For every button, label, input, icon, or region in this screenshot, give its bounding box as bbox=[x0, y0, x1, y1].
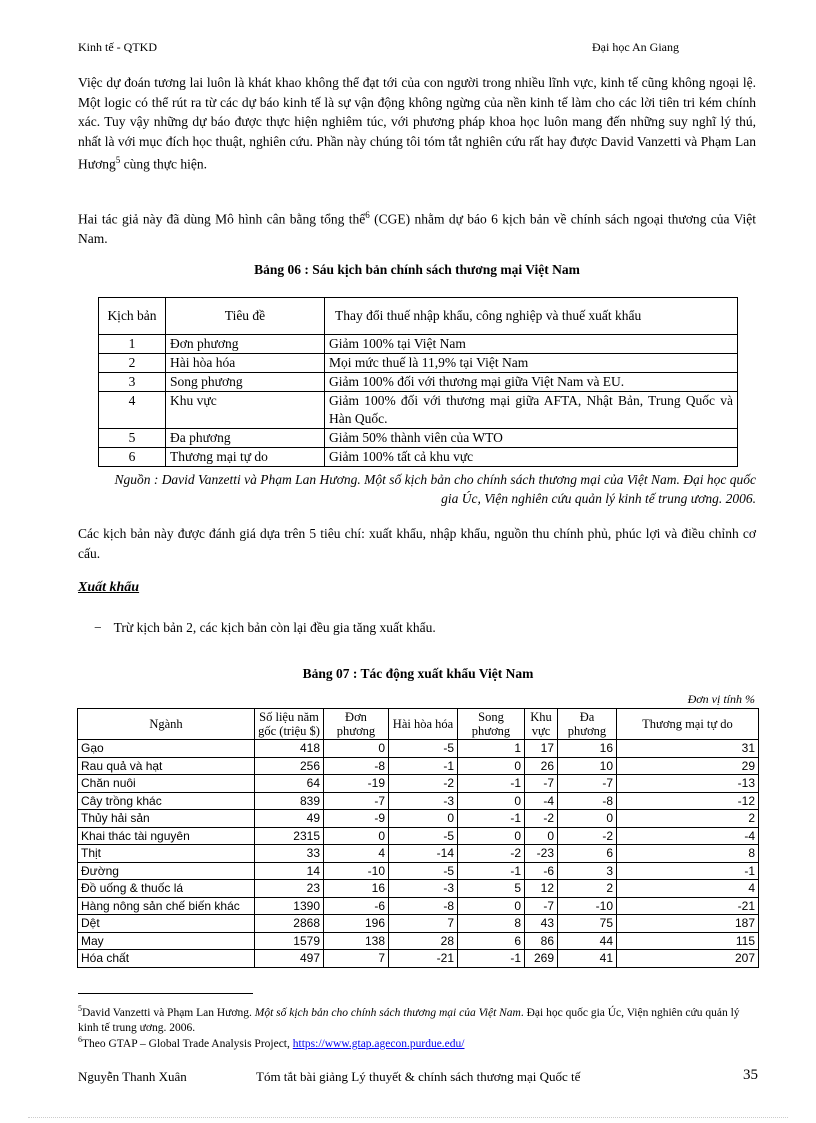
cell-value: 2315 bbox=[255, 827, 324, 845]
cell-change: Giảm 100% tất cả khu vực bbox=[325, 448, 738, 467]
cell-value: 196 bbox=[324, 915, 389, 933]
table-row bbox=[78, 775, 759, 793]
cell-value: -4 bbox=[525, 792, 558, 810]
intro-paragraph bbox=[78, 73, 756, 174]
footnote-5-text: David Vanzetti và Phạm Lan Hương. bbox=[82, 1006, 255, 1019]
header-harmonize: Hài hòa hóa bbox=[389, 709, 458, 740]
table07-body bbox=[78, 740, 759, 968]
cell-value: 23 bbox=[255, 880, 324, 898]
cell-sector: Đồ uống & thuốc lá bbox=[78, 880, 255, 898]
cell-value: 269 bbox=[525, 950, 558, 968]
cell-value: 41 bbox=[558, 950, 617, 968]
table-row bbox=[78, 792, 759, 810]
cell-value: -2 bbox=[558, 827, 617, 845]
cell-change: Mọi mức thuế là 11,9% tại Việt Nam bbox=[325, 354, 738, 373]
cell-sector: Đường bbox=[78, 862, 255, 880]
cell-value: 26 bbox=[525, 757, 558, 775]
cell-value: 44 bbox=[558, 932, 617, 950]
cell-change: Giảm 100% đối với thương mại giữa AFTA, Nhật Bản, Trung Quốc và Hàn Quốc. bbox=[325, 392, 738, 429]
cell-sector: Cây trồng khác bbox=[78, 792, 255, 810]
cell-value: 0 bbox=[389, 810, 458, 828]
table-row bbox=[99, 354, 738, 373]
table-row bbox=[78, 950, 759, 968]
header-multilateral: Đa phương bbox=[558, 709, 617, 740]
cell-sector: Gạo bbox=[78, 740, 255, 758]
footnote-5-mark: 5 bbox=[78, 1004, 82, 1013]
cell-value: 33 bbox=[255, 845, 324, 863]
cell-value: 138 bbox=[324, 932, 389, 950]
cell-title: Đơn phương bbox=[166, 335, 325, 354]
cell-value: 16 bbox=[324, 880, 389, 898]
cell-sector: Khai thác tài nguyên bbox=[78, 827, 255, 845]
table06-caption: Bảng 06 : Sáu kịch bản chính sách thương mại Việt Nam bbox=[254, 262, 580, 277]
header-scenario: Kịch bản bbox=[99, 298, 166, 335]
cell-value: 3 bbox=[558, 862, 617, 880]
cell-value: -2 bbox=[458, 845, 525, 863]
cell-value: 28 bbox=[389, 932, 458, 950]
cell-value: -2 bbox=[525, 810, 558, 828]
cell-value: -5 bbox=[389, 740, 458, 758]
cell-value: -1 bbox=[458, 775, 525, 793]
table-row bbox=[99, 392, 738, 429]
cell-title: Hài hòa hóa bbox=[166, 354, 325, 373]
cell-sector: Chăn nuôi bbox=[78, 775, 255, 793]
header-bilateral: Song phương bbox=[458, 709, 525, 740]
table07-caption: Bảng 07 : Tác động xuất khẩu Việt Nam bbox=[302, 666, 534, 681]
cell-sector: Hàng nông sản chế biến khác bbox=[78, 897, 255, 915]
page-number: 35 bbox=[743, 1067, 758, 1083]
cell-value: 0 bbox=[558, 810, 617, 828]
cell-value: -7 bbox=[324, 792, 389, 810]
cell-value: -8 bbox=[389, 897, 458, 915]
cell-value: 12 bbox=[525, 880, 558, 898]
footnote-ref-6[interactable]: 6 bbox=[365, 210, 370, 220]
cell-id: 3 bbox=[99, 373, 166, 392]
table06-source: Nguồn : David Vanzetti và Phạm Lan Hương. Một số kịch bản cho chính sách thương mại của Việt Nam. Đại học quốc gia Úc, Viện nghiên cứu quản lý kinh tế trung ương. 2006. bbox=[114, 472, 756, 506]
cell-value: 17 bbox=[525, 740, 558, 758]
cell-value: -12 bbox=[617, 792, 759, 810]
cell-value: -23 bbox=[525, 845, 558, 863]
cell-value: 5 bbox=[458, 880, 525, 898]
cge-text-end: (CGE) nhằm dự báo 6 kịch bản về chính sách ngoại thương của Việt Nam. bbox=[78, 211, 757, 246]
cell-sector: Thịt bbox=[78, 845, 255, 863]
cell-value: -1 bbox=[458, 810, 525, 828]
cell-value: 839 bbox=[255, 792, 324, 810]
cell-value: 115 bbox=[617, 932, 759, 950]
footnote-6-mark: 6 bbox=[78, 1035, 82, 1044]
header-base: Số liệu năm gốc (triệu $) bbox=[255, 709, 324, 740]
cell-sector: Hóa chất bbox=[78, 950, 255, 968]
header-unilateral: Đơn phương bbox=[324, 709, 389, 740]
cell-sector: May bbox=[78, 932, 255, 950]
cell-value: -1 bbox=[617, 862, 759, 880]
cell-value: 1390 bbox=[255, 897, 324, 915]
footnote-divider bbox=[78, 993, 253, 994]
footnote-6 bbox=[78, 1032, 758, 1052]
cell-value: 1 bbox=[458, 740, 525, 758]
gtap-link[interactable]: https://www.gtap.agecon.purdue.edu/ bbox=[292, 1037, 465, 1050]
cell-title: Thương mại tự do bbox=[166, 448, 325, 467]
cell-value: -13 bbox=[617, 775, 759, 793]
table-header-row bbox=[99, 298, 738, 335]
cell-value: -4 bbox=[617, 827, 759, 845]
cell-value: -21 bbox=[617, 897, 759, 915]
cell-value: 29 bbox=[617, 757, 759, 775]
footnote-ref-5[interactable]: 5 bbox=[115, 155, 121, 165]
footnote-5-title: Một số kịch bản cho chính sách thương mại của Việt Nam bbox=[254, 1006, 521, 1019]
cell-value: 10 bbox=[558, 757, 617, 775]
footnote-5-rest: . Đại học quốc gia Úc, Viện nghiên cứu quản lý kinh tế trung ương. 2006. bbox=[78, 1006, 740, 1035]
unit-label: Đơn vị tính % bbox=[687, 692, 755, 706]
cell-id: 5 bbox=[99, 429, 166, 448]
cell-value: -10 bbox=[558, 897, 617, 915]
scenario-table bbox=[98, 297, 738, 467]
cell-id: 4 bbox=[99, 392, 166, 429]
cell-sector: Rau quả và hạt bbox=[78, 757, 255, 775]
cell-value: 8 bbox=[458, 915, 525, 933]
cell-value: -7 bbox=[558, 775, 617, 793]
cell-value: 6 bbox=[458, 932, 525, 950]
header-right: Đại học An Giang bbox=[592, 40, 679, 54]
page-edge bbox=[28, 1117, 788, 1118]
cell-value: 75 bbox=[558, 915, 617, 933]
cell-value: 2 bbox=[558, 880, 617, 898]
header-regional: Khu vực bbox=[525, 709, 558, 740]
cell-id: 6 bbox=[99, 448, 166, 467]
criteria-paragraph: Các kịch bản này được đánh giá dựa trên 5 tiêu chí: xuất khẩu, nhập khẩu, nguồn thu chính phủ, phúc lợi và điều chỉnh cơ cấu. bbox=[78, 526, 756, 561]
table-row bbox=[78, 915, 759, 933]
cell-id: 1 bbox=[99, 335, 166, 354]
cell-sector: Thủy hải sản bbox=[78, 810, 255, 828]
section-title: Xuất khẩu bbox=[78, 580, 140, 595]
cell-value: 256 bbox=[255, 757, 324, 775]
cell-value: -10 bbox=[324, 862, 389, 880]
cell-value: 49 bbox=[255, 810, 324, 828]
cell-value: 6 bbox=[558, 845, 617, 863]
intro-text-end: cùng thực hiện. bbox=[120, 156, 208, 172]
cell-value: 0 bbox=[458, 792, 525, 810]
cell-change: Giảm 50% thành viên của WTO bbox=[325, 429, 738, 448]
export-impact-table bbox=[77, 708, 759, 968]
cell-value: 0 bbox=[324, 740, 389, 758]
cell-value: -6 bbox=[324, 897, 389, 915]
cell-value: -8 bbox=[324, 757, 389, 775]
table-row bbox=[78, 827, 759, 845]
table-header-row bbox=[78, 709, 759, 740]
cell-value: 43 bbox=[525, 915, 558, 933]
cell-title: Khu vực bbox=[166, 392, 325, 429]
table-row bbox=[78, 757, 759, 775]
cell-value: 207 bbox=[617, 950, 759, 968]
cell-value: 1579 bbox=[255, 932, 324, 950]
header-sector: Ngành bbox=[78, 709, 255, 740]
cell-value: 31 bbox=[617, 740, 759, 758]
cell-value: 0 bbox=[324, 827, 389, 845]
table-row bbox=[78, 880, 759, 898]
footnote-6-text: Theo GTAP – Global Trade Analysis Project, bbox=[82, 1037, 293, 1050]
cell-value: 14 bbox=[255, 862, 324, 880]
cell-value: -3 bbox=[389, 792, 458, 810]
cell-title: Đa phương bbox=[166, 429, 325, 448]
cell-value: -8 bbox=[558, 792, 617, 810]
header-title: Tiêu đề bbox=[166, 298, 325, 335]
cell-value: -5 bbox=[389, 827, 458, 845]
cell-value: 7 bbox=[389, 915, 458, 933]
cell-id: 2 bbox=[99, 354, 166, 373]
cell-value: 0 bbox=[458, 757, 525, 775]
intro-text: Việc dự đoán tương lai luôn là khát khao không thể đạt tới của con người trong nhiều lĩnh vực, kinh tế cũng không ngoại lệ. Một logic có thể rút ra từ các dự báo kinh tế là sự vận động không ngừng của nền kinh tế làm cho các lời tiên tri kém chính xác. Tuy vậy những dự báo được thực hiện nghiêm túc, với phương pháp khoa học luôn mang đến những suy nghĩ lý thú, nhất là với mục đích học thuật, nghiên cứu. Phần này chúng tôi tóm tắt nghiên cứu rất hay được David Vanzetti và Phạm Lan Hương bbox=[78, 75, 756, 172]
bullet-mark: − bbox=[94, 620, 102, 635]
footer-title: Tóm tắt bài giảng Lý thuyết & chính sách thương mại Quốc tế bbox=[256, 1069, 581, 1084]
cell-value: 64 bbox=[255, 775, 324, 793]
cell-value: 2 bbox=[617, 810, 759, 828]
cell-value: -7 bbox=[525, 897, 558, 915]
bullet-text: Trừ kịch bản 2, các kịch bản còn lại đều gia tăng xuất khẩu. bbox=[113, 620, 436, 635]
cell-value: 7 bbox=[324, 950, 389, 968]
cell-value: 2868 bbox=[255, 915, 324, 933]
cell-value: -1 bbox=[389, 757, 458, 775]
cell-value: -7 bbox=[525, 775, 558, 793]
header-free-trade: Thương mại tự do bbox=[617, 709, 759, 740]
cell-value: 497 bbox=[255, 950, 324, 968]
cell-value: 0 bbox=[525, 827, 558, 845]
table-row bbox=[78, 740, 759, 758]
cell-value: -9 bbox=[324, 810, 389, 828]
cell-value: -19 bbox=[324, 775, 389, 793]
cell-value: 86 bbox=[525, 932, 558, 950]
cell-value: 0 bbox=[458, 827, 525, 845]
footer-author: Nguyễn Thanh Xuân bbox=[78, 1069, 187, 1084]
cell-value: 8 bbox=[617, 845, 759, 863]
cell-value: -21 bbox=[389, 950, 458, 968]
bullet-item bbox=[94, 620, 436, 636]
cell-value: -3 bbox=[389, 880, 458, 898]
cell-change: Giảm 100% tại Việt Nam bbox=[325, 335, 738, 354]
table-row bbox=[78, 810, 759, 828]
table-row bbox=[78, 862, 759, 880]
cell-value: 4 bbox=[617, 880, 759, 898]
cge-text-start: Hai tác giả này đã dùng Mô hình cân bằng tổng thể bbox=[78, 211, 366, 227]
table-row bbox=[99, 373, 738, 392]
cell-value: 16 bbox=[558, 740, 617, 758]
cell-value: -6 bbox=[525, 862, 558, 880]
cell-value: 0 bbox=[458, 897, 525, 915]
cge-paragraph bbox=[78, 206, 756, 249]
cell-value: -1 bbox=[458, 950, 525, 968]
cell-value: -1 bbox=[458, 862, 525, 880]
cell-value: 4 bbox=[324, 845, 389, 863]
table-row bbox=[99, 335, 738, 354]
cell-title: Song phương bbox=[166, 373, 325, 392]
header-change: Thay đổi thuế nhập khẩu, công nghiệp và thuế xuất khẩu bbox=[325, 298, 738, 335]
table-row bbox=[99, 448, 738, 467]
table-row bbox=[78, 845, 759, 863]
cell-sector: Dệt bbox=[78, 915, 255, 933]
table-row bbox=[99, 429, 738, 448]
table-row bbox=[78, 897, 759, 915]
cell-value: 418 bbox=[255, 740, 324, 758]
cell-value: -14 bbox=[389, 845, 458, 863]
cell-value: -5 bbox=[389, 862, 458, 880]
cell-value: -2 bbox=[389, 775, 458, 793]
table-row bbox=[78, 932, 759, 950]
header-left: Kinh tế - QTKD bbox=[78, 40, 157, 54]
cell-change: Giảm 100% đối với thương mại giữa Việt Nam và EU. bbox=[325, 373, 738, 392]
cell-value: 187 bbox=[617, 915, 759, 933]
